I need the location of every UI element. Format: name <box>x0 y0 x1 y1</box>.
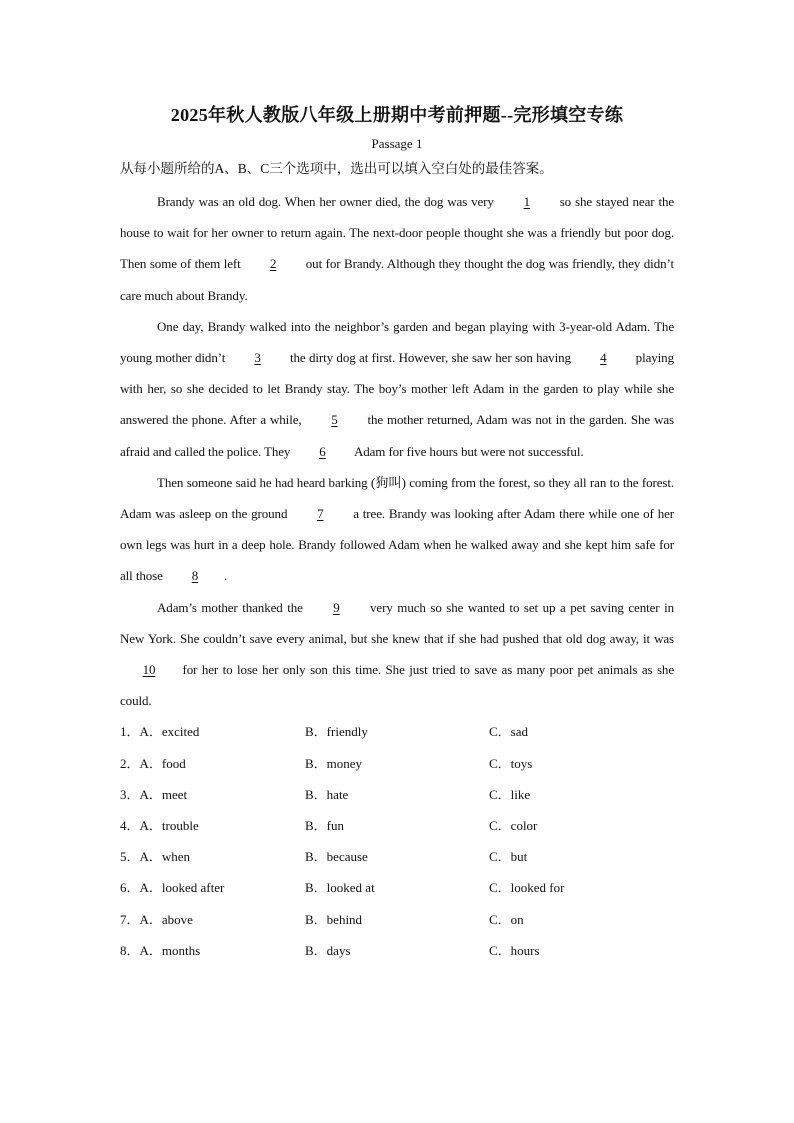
paragraph-3 <box>120 467 674 592</box>
option-c: C．toys <box>489 755 533 771</box>
option-c: C．color <box>489 818 538 834</box>
blank-2: 2 <box>270 256 277 272</box>
instruction-text: 从每小题所给的A、B、C三个选项中，选出可以填入空白处的最佳答案。 <box>120 161 553 176</box>
option-c: C．like <box>489 786 531 802</box>
document-title: 2025年秋人教版八年级上册期中考前押题--完形填空专练 <box>170 105 624 125</box>
option-a: 7．A．above <box>120 911 193 927</box>
option-a: 8．A．months <box>120 942 201 958</box>
option-a: 1．A．excited <box>120 724 200 740</box>
passage-label: Passage 1 <box>371 136 423 151</box>
option-b: B．behind <box>305 911 363 927</box>
option-b: B．because <box>305 849 368 865</box>
option-b: B．days <box>305 942 351 958</box>
option-a: 2．A．food <box>120 755 186 771</box>
option-b: B．money <box>305 755 363 771</box>
option-row-3 <box>120 779 674 810</box>
text-run: playing with her, so she decided to let Brandy stay. The boy’s mother left Adam in the garden to play while she answered the phone. After a while, <box>120 350 674 428</box>
blank-6: 6 <box>319 443 326 459</box>
option-b: B．hate <box>305 786 349 802</box>
blank-4: 4 <box>600 350 607 366</box>
option-a: 6．A．looked after <box>120 880 225 896</box>
option-c: C．but <box>489 849 528 865</box>
option-row-7 <box>120 904 674 935</box>
paragraph-2 <box>120 311 674 467</box>
text-run: One day, Brandy walked into the neighbor’s garden and began playing with 3-year-old Adam. The young mother didn’t <box>120 318 674 366</box>
text-run: for her to lose her only son this time. She just tried to save as many poor pet animals as she could. <box>120 662 674 709</box>
option-row-4 <box>120 810 674 841</box>
option-b: B．friendly <box>305 724 368 740</box>
option-row-1 <box>120 716 674 747</box>
option-c: C．looked for <box>489 880 565 896</box>
text-run: out for Brandy. Although they thought the dog was friendly, they didn’t care much about Brandy. <box>120 256 675 303</box>
text-run: . <box>223 568 228 584</box>
text-run: so she stayed near the house to wait for her owner to return again. The next-door people thought she was a friendly but poor dog. Then some of them left <box>120 194 675 272</box>
option-c: C．hours <box>489 942 540 958</box>
text-run: the dirty dog at first. However, she saw her son having <box>290 350 571 366</box>
answer-options <box>120 716 674 966</box>
text-run: a tree. Brandy was looking after Adam there while one of her own legs was hurt in a deep hole. Brandy followed Adam when he walked away and she kept him safe for all those <box>120 506 675 584</box>
paragraph-1 <box>120 186 674 311</box>
blank-8: 8 <box>191 568 199 584</box>
option-a: 3．A．meet <box>120 786 188 802</box>
text-run: the mother returned, Adam was not in the garden. She was afraid and called the police. They <box>120 412 674 459</box>
text-run: Adam for five hours but were not successful. <box>353 443 584 459</box>
option-a: 4．A．trouble <box>120 818 199 834</box>
option-b: B．looked at <box>305 880 375 896</box>
blank-9: 9 <box>333 599 340 615</box>
text-run: Adam’s mother thanked the <box>157 599 303 615</box>
document-page <box>120 100 674 966</box>
option-c: C．sad <box>489 724 529 740</box>
blank-1: 1 <box>523 194 530 209</box>
blank-5: 5 <box>331 412 338 428</box>
option-b: B．fun <box>305 818 345 834</box>
option-row-5 <box>120 841 674 872</box>
blank-10: 10 <box>142 662 156 678</box>
passage-text <box>120 186 674 716</box>
paragraph-4 <box>120 592 674 717</box>
text-run: Brandy was an old dog. When her owner died, the dog was very <box>157 194 494 209</box>
option-c: C．on <box>489 911 524 927</box>
option-row-8 <box>120 935 674 966</box>
option-a: 5．A．when <box>120 849 191 865</box>
text-run: Then someone said he had heard barking (狗叫) coming from the forest, so they all ran to the forest. Adam was asleep on the ground <box>120 474 674 522</box>
text-run: very much so she wanted to set up a pet saving center in New York. She couldn’t save every animal, but she knew that if she had pushed that old dog away, it was <box>120 599 675 646</box>
blank-7: 7 <box>317 506 324 522</box>
option-row-6 <box>120 872 674 903</box>
blank-3: 3 <box>254 350 261 366</box>
option-row-2 <box>120 748 674 779</box>
